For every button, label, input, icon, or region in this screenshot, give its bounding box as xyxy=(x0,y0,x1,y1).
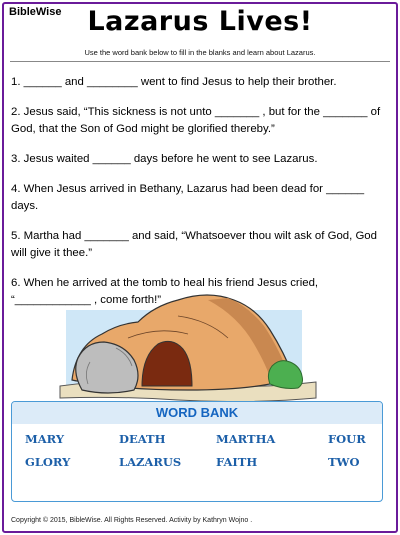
word-lazarus: LAZARUS xyxy=(119,455,182,469)
word-faith: FAITH xyxy=(216,455,258,469)
tomb-illustration xyxy=(58,286,320,410)
question-4: 4. When Jesus arrived in Bethany, Lazarus had been dead for ______ days. xyxy=(11,183,365,212)
question-5: 5. Martha had _______ and said, “Whatsoever thou wilt ask of God, God will give it thee.” xyxy=(11,230,377,259)
brand-logo: BibleWise xyxy=(9,6,62,18)
word-death: DEATH xyxy=(119,432,166,446)
question-3: 3. Jesus waited ______ days before he went to see Lazarus. xyxy=(11,153,318,165)
copyright-notice: Copyright © 2015, BibleWise. All Rights Reserved. Activity by Kathryn Wojno . xyxy=(11,517,253,524)
word-glory: GLORY xyxy=(25,455,71,469)
word-bank xyxy=(11,401,383,502)
word-four: FOUR xyxy=(328,432,366,446)
question-6: 6. When he arrived at the tomb to heal his friend Jesus cried, “____________ , come forth!” xyxy=(11,277,319,306)
question-1: 1. ______ and ________ went to find Jesus to help their brother. xyxy=(11,76,337,88)
word-martha: MARTHA xyxy=(216,432,276,446)
instructions: Use the word bank below to fill in the blanks and learn about Lazarus. xyxy=(84,48,316,57)
word-bank-heading: WORD BANK xyxy=(12,402,382,424)
word-mary: MARY xyxy=(25,432,65,446)
question-list xyxy=(11,74,390,322)
word-two: TWO xyxy=(328,455,360,469)
question-2: 2. Jesus said, “This sickness is not unto _______ , but for the _______ of God, that the Son of God might be glorified thereby.” xyxy=(11,106,381,135)
page-title: Lazarus Lives! xyxy=(87,6,313,37)
title-divider xyxy=(10,61,390,62)
